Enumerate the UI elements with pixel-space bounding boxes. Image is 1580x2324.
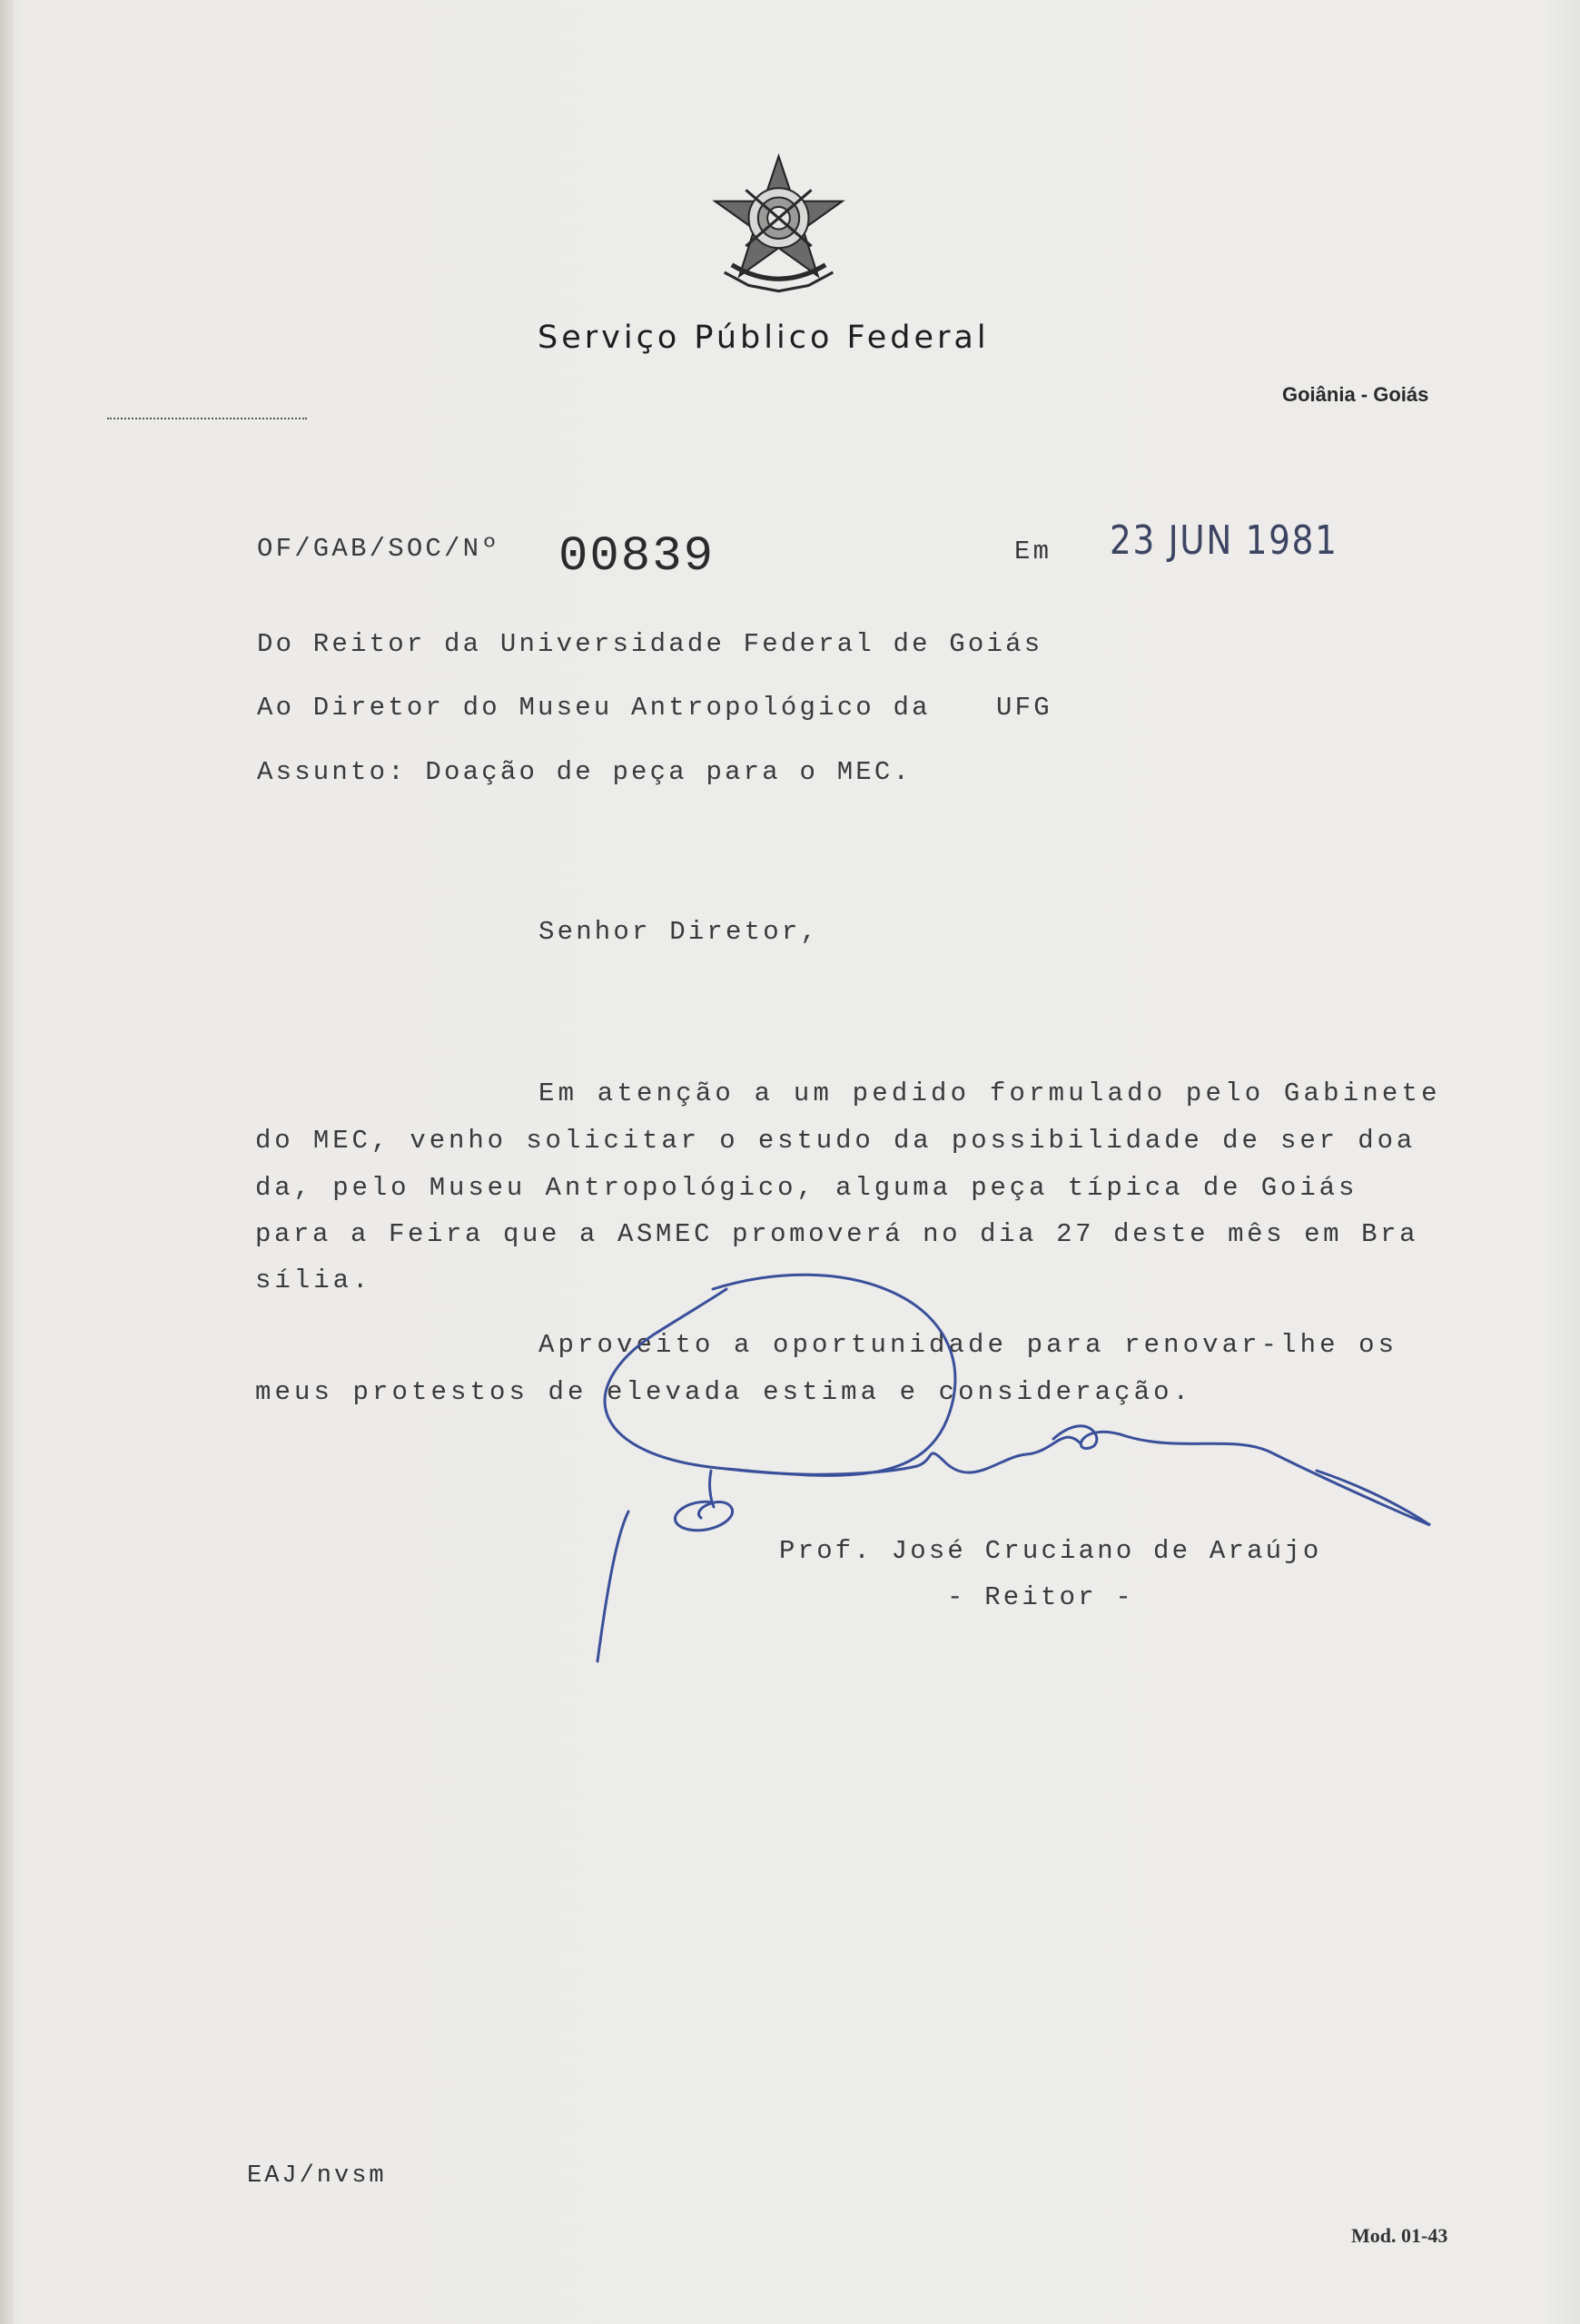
page-edge [0, 0, 15, 2324]
signer-name: Prof. José Cruciano de Araújo [779, 1536, 1322, 1566]
document-number: 00839 [558, 529, 716, 585]
paragraph-line: da, pelo Museu Antropológico, alguma peça típica de Goiás [255, 1173, 1358, 1203]
to-line-suffix: UFG [996, 693, 1052, 723]
paragraph-line: sília. [255, 1265, 372, 1295]
to-line: Ao Diretor do Museu Antropológico da [257, 693, 931, 723]
paragraph-line: Em atenção a um pedido formulado pelo Gabinete [538, 1078, 1441, 1108]
typist-initials: EAJ/nvsm [247, 2162, 387, 2190]
letterhead-title: Serviço Público Federal [538, 320, 990, 356]
handwritten-signature [545, 1262, 1453, 1698]
form-code: Mod. 01-43 [1351, 2224, 1448, 2247]
date-stamp: 23 JUN 1981 [1110, 517, 1338, 564]
paragraph-line: do MEC, venho solicitar o estudo da possibilidade de ser doa [255, 1126, 1417, 1156]
signer-role: - Reitor - [947, 1582, 1135, 1612]
paragraph-line: para a Feira que a ASMEC promoverá no dia 27 deste mês em Bra [255, 1219, 1419, 1249]
coat-of-arms-emblem [704, 153, 854, 302]
letterhead-city: Goiânia - Goiás [1282, 383, 1429, 406]
paragraph-line: Aproveito a oportunidade para renovar-lhe os [538, 1330, 1398, 1360]
paragraph-line: meus protestos de elevada estima e consideração. [255, 1377, 1193, 1407]
from-line: Do Reitor da Universidade Federal de Goiás [257, 629, 1043, 659]
subject-line: Assunto: Doação de peça para o MEC. [257, 757, 913, 787]
date-prefix: Em [1014, 537, 1052, 566]
salutation: Senhor Diretor, [538, 917, 820, 947]
dotted-line [107, 418, 307, 419]
reference-code: OF/GAB/SOC/Nº [257, 534, 500, 564]
